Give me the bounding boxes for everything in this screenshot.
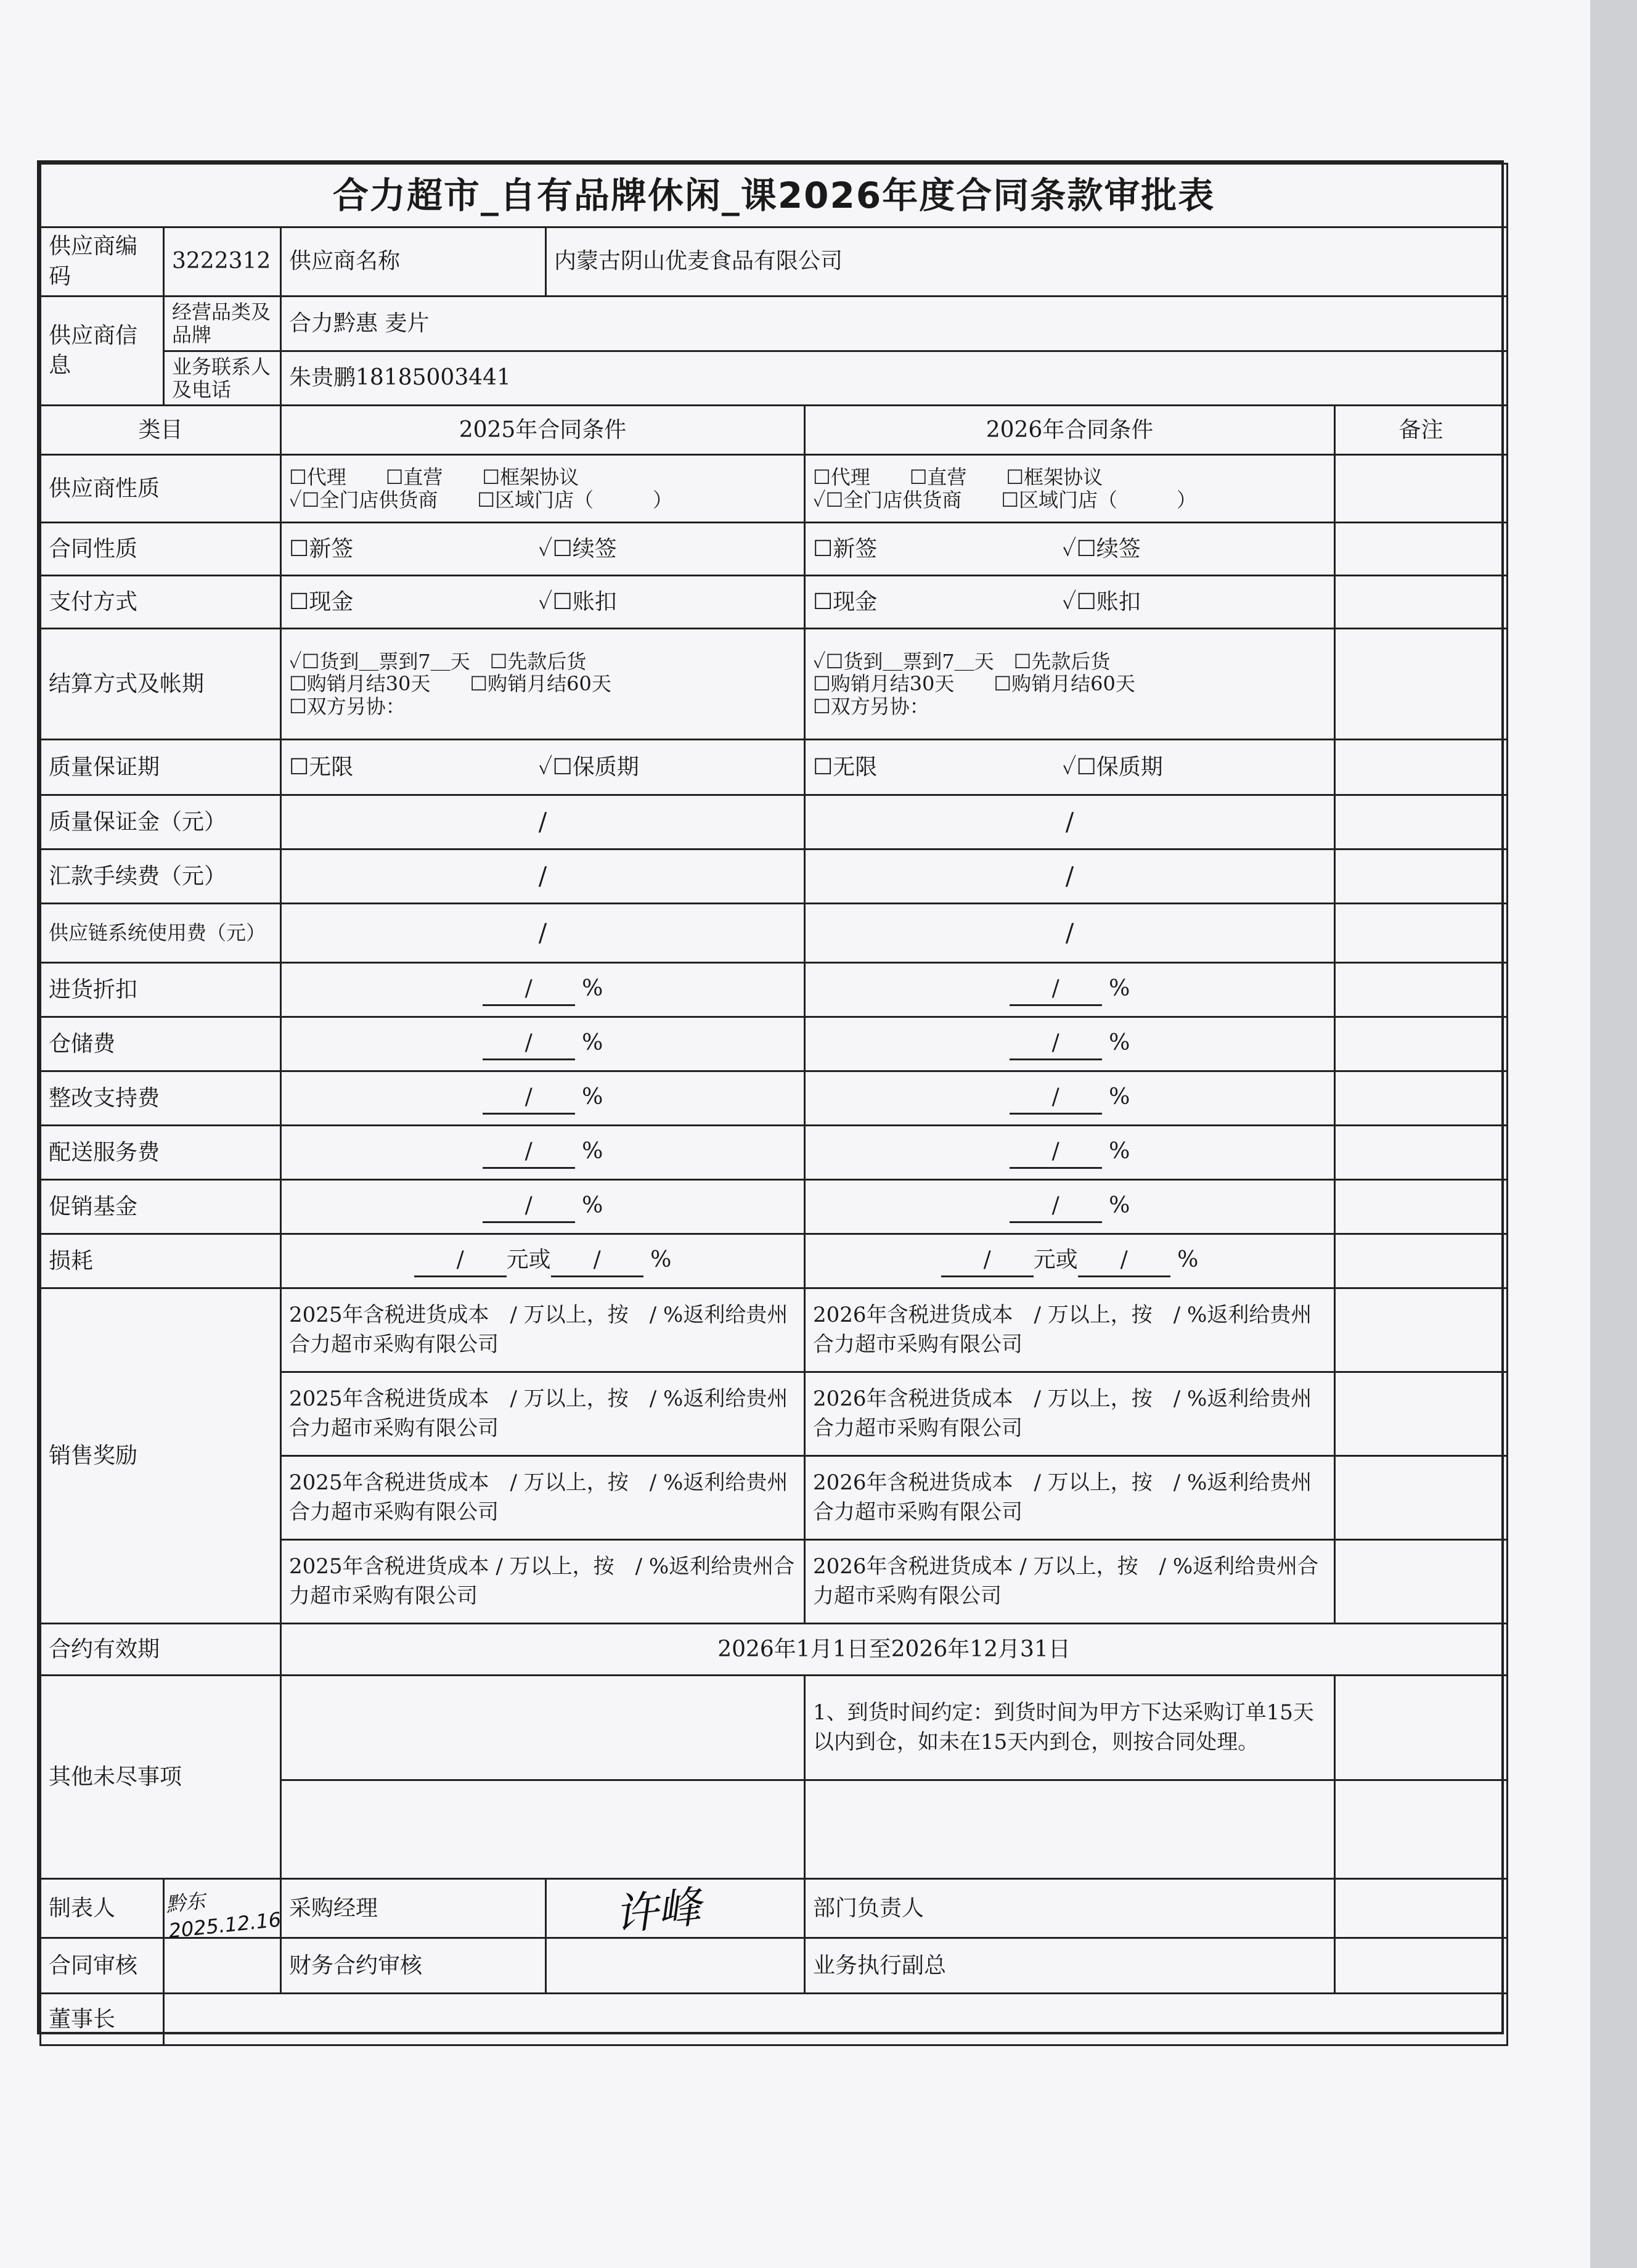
reward-remarks-3 xyxy=(1335,1456,1508,1540)
pct-unit: % xyxy=(582,1030,603,1056)
reward-2026-row1: 2026年含税进货成本 / 万以上，按 / %返利给贵州合力超市采购有限公司 xyxy=(805,1288,1335,1372)
reward-remarks-2 xyxy=(1335,1372,1508,1456)
reward-2026-row2: 2026年含税进货成本 / 万以上，按 / %返利给贵州合力超市采购有限公司 xyxy=(805,1372,1335,1456)
fee-system-2026: / xyxy=(805,904,1335,963)
supplier-info-label: 供应商信息 xyxy=(41,297,164,406)
validity-label: 合约有效期 xyxy=(41,1624,281,1676)
category-brand-value: 合力黔惠 麦片 xyxy=(281,297,1508,351)
contact-label: 业务联系人及电话 xyxy=(164,351,281,406)
pct-label-rectification: 整改支持费 xyxy=(41,1071,281,1126)
loss-unit: % xyxy=(1177,1247,1199,1273)
contact-value: 朱贵鹏18185003441 xyxy=(281,351,1508,406)
category-header: 类目 xyxy=(41,406,281,455)
fee-label-system: 供应链系统使用费（元） xyxy=(41,904,281,963)
pct-discount-2026: / xyxy=(1010,974,1102,1006)
supplier-code-value: 3222312 xyxy=(164,227,281,297)
other-note: 1、到货时间约定：到货时间为甲方下达采购订单15天以内到仓，如未在15天内到仓，则按合同处理。 xyxy=(805,1676,1335,1780)
payment-2025-cash[interactable]: ☐现金 xyxy=(289,589,354,615)
pct-promotion-2026: / xyxy=(1010,1191,1102,1223)
pct-rectification-2026: / xyxy=(1010,1083,1102,1115)
reward-2025-row1: 2025年含税进货成本 / 万以上，按 / %返利给贵州合力超市采购有限公司 xyxy=(281,1288,805,1372)
pct-unit: % xyxy=(1109,1030,1130,1056)
other-2025-cell-2 xyxy=(281,1780,805,1879)
purchasing-signature: 许峰 xyxy=(612,1881,703,1941)
nature-2025-line2[interactable]: ✓☐全门店供货商 ☐区域门店（ ） xyxy=(289,488,673,512)
supplier-code-label: 供应商编码 xyxy=(41,227,164,297)
settlement-2025-line2[interactable]: ☐购销月结30天 ☐购销月结60天 xyxy=(289,672,611,696)
vp-sign xyxy=(1335,1938,1508,1994)
payment-2026-debit[interactable]: ✓☐账扣 xyxy=(1062,589,1141,615)
other-remarks-2 xyxy=(1335,1780,1508,1879)
supplier-nature-label: 供应商性质 xyxy=(41,455,281,523)
finance-review-sign xyxy=(546,1938,805,1994)
other-2026-cell-2 xyxy=(805,1780,1335,1879)
fee-system-remarks xyxy=(1335,904,1508,963)
pct-rectification-remarks xyxy=(1335,1071,1508,1126)
loss-remarks xyxy=(1335,1234,1508,1288)
pct-discount-2025: / xyxy=(483,974,575,1006)
warranty-remarks xyxy=(1335,740,1508,795)
form-title: 合力超市_自有品牌休闲_课2026年度合同条款审批表 xyxy=(41,164,1508,227)
fee-remittance-remarks xyxy=(1335,849,1508,904)
nature-remarks xyxy=(1335,455,1508,523)
nature-2025-line1[interactable]: ☐代理 ☐直营 ☐框架协议 xyxy=(289,465,579,489)
warranty-label: 质量保证期 xyxy=(41,740,281,795)
reward-2026-row4: 2026年含税进货成本 / 万以上，按 / %返利给贵州合力超市采购有限公司 xyxy=(805,1540,1335,1624)
contract-2026-renew[interactable]: ✓☐续签 xyxy=(1062,536,1141,562)
form-table xyxy=(39,163,1508,2046)
header-2025: 2025年合同条件 xyxy=(281,406,805,455)
reward-2025-row2: 2025年含税进货成本 / 万以上，按 / %返利给贵州合力超市采购有限公司 xyxy=(281,1372,805,1456)
fee-label-deposit: 质量保证金（元） xyxy=(41,795,281,849)
contract-2025-new[interactable]: ☐新签 xyxy=(289,536,354,562)
pct-unit: % xyxy=(582,1193,603,1219)
reward-remarks-1 xyxy=(1335,1288,1508,1372)
payment-2026-cash[interactable]: ☐现金 xyxy=(813,589,878,615)
pct-unit: % xyxy=(1109,1084,1130,1110)
warranty-2026-unlimited[interactable]: ☐无限 xyxy=(813,754,878,780)
pct-rectification-2025: / xyxy=(483,1083,575,1115)
pct-delivery-2025: / xyxy=(483,1137,575,1169)
settlement-2026-line3[interactable]: ☐双方另协： xyxy=(813,695,929,719)
contract-2026-new[interactable]: ☐新签 xyxy=(813,536,878,562)
pct-unit: % xyxy=(1109,1139,1130,1165)
loss-2025-pct: / xyxy=(551,1245,643,1277)
nature-2026-line1[interactable]: ☐代理 ☐直营 ☐框架协议 xyxy=(813,465,1103,489)
other-matters-label: 其他未尽事项 xyxy=(41,1676,281,1879)
reward-2025-row4: 2025年含税进货成本 / 万以上，按 / %返利给贵州合力超市采购有限公司 xyxy=(281,1540,805,1624)
reward-remarks-4 xyxy=(1335,1540,1508,1624)
supplier-name-label: 供应商名称 xyxy=(281,227,546,297)
contract-review-sign xyxy=(164,1938,281,1994)
settlement-remarks xyxy=(1335,629,1508,740)
pct-label-delivery: 配送服务费 xyxy=(41,1126,281,1180)
payment-remarks xyxy=(1335,576,1508,629)
contract-remarks xyxy=(1335,523,1508,576)
contract-2025-renew[interactable]: ✓☐续签 xyxy=(538,536,617,562)
other-2025-cell xyxy=(281,1676,805,1780)
reward-2025-row3: 2025年含税进货成本 / 万以上，按 / %返利给贵州合力超市采购有限公司 xyxy=(281,1456,805,1540)
pct-label-promotion: 促销基金 xyxy=(41,1180,281,1234)
pct-unit: % xyxy=(1109,1193,1130,1219)
payment-2025-debit[interactable]: ✓☐账扣 xyxy=(538,589,617,615)
pct-delivery-2026: / xyxy=(1010,1137,1102,1169)
supplier-name-value: 内蒙古阴山优麦食品有限公司 xyxy=(546,227,1508,297)
maker-signature-cell xyxy=(164,1879,282,1943)
approval-form xyxy=(37,160,1504,2034)
pct-unit: % xyxy=(582,976,603,1002)
dept-head-label: 部门负责人 xyxy=(805,1879,1335,1938)
pct-storage-remarks xyxy=(1335,1017,1508,1071)
pct-label-discount: 进货折扣 xyxy=(41,963,281,1017)
fee-system-2025: / xyxy=(281,904,805,963)
reward-2026-row3: 2026年含税进货成本 / 万以上，按 / %返利给贵州合力超市采购有限公司 xyxy=(805,1456,1335,1540)
pct-label-storage: 仓储费 xyxy=(41,1017,281,1071)
pct-promotion-remarks xyxy=(1335,1180,1508,1234)
validity-value: 2026年1月1日至2026年12月31日 xyxy=(281,1624,1508,1676)
settlement-2026-line2[interactable]: ☐购销月结30天 ☐购销月结60天 xyxy=(813,672,1135,696)
loss-2026-yuan: / xyxy=(941,1245,1034,1277)
sales-reward-label: 销售奖励 xyxy=(41,1288,281,1624)
warranty-2025-unlimited[interactable]: ☐无限 xyxy=(289,754,354,780)
loss-label: 损耗 xyxy=(41,1234,281,1288)
loss-2025-yuan: / xyxy=(414,1245,507,1277)
loss-yuan-or: 元或 xyxy=(506,1247,551,1273)
pct-unit: % xyxy=(582,1139,603,1165)
header-2026: 2026年合同条件 xyxy=(805,406,1335,455)
remarks-header: 备注 xyxy=(1335,406,1508,455)
pct-unit: % xyxy=(582,1084,603,1110)
warranty-2026-shelf[interactable]: ✓☐保质期 xyxy=(1062,754,1163,780)
settlement-2025-line1[interactable]: ✓☐货到＿票到7＿天 ☐先款后货 xyxy=(289,649,587,673)
purchasing-signature-cell xyxy=(546,1879,805,1941)
settlement-label: 结算方式及帐期 xyxy=(41,629,281,740)
fee-deposit-remarks xyxy=(1335,795,1508,849)
vp-label: 业务执行副总 xyxy=(805,1938,1335,1994)
fee-deposit-2026: / xyxy=(805,795,1335,849)
contract-nature-label: 合同性质 xyxy=(41,523,281,576)
settlement-2026-line1[interactable]: ✓☐货到＿票到7＿天 ☐先款后货 xyxy=(813,649,1111,673)
maker-signature: 黔东 2025.12.16 xyxy=(165,1889,282,1943)
contract-review-label: 合同审核 xyxy=(41,1938,164,1994)
fee-remittance-2025: / xyxy=(281,849,805,904)
chairman-sign xyxy=(164,1994,1508,2045)
pct-unit: % xyxy=(1109,976,1130,1002)
pct-discount-remarks xyxy=(1335,963,1508,1017)
other-remarks xyxy=(1335,1676,1508,1780)
settlement-2025-line3[interactable]: ☐双方另协： xyxy=(289,695,406,719)
maker-label: 制表人 xyxy=(41,1879,164,1938)
nature-2026-line2[interactable]: ✓☐全门店供货商 ☐区域门店（ ） xyxy=(813,488,1197,512)
category-brand-label: 经营品类及品牌 xyxy=(164,297,281,351)
loss-unit: % xyxy=(650,1247,672,1273)
chairman-label: 董事长 xyxy=(41,1994,164,2045)
pct-promotion-2025: / xyxy=(483,1191,575,1223)
dept-head-sign xyxy=(1335,1879,1508,1938)
fee-deposit-2025: / xyxy=(281,795,805,849)
warranty-2025-shelf[interactable]: ✓☐保质期 xyxy=(538,754,639,780)
fee-label-remittance: 汇款手续费（元） xyxy=(41,849,281,904)
pct-storage-2026: / xyxy=(1010,1028,1102,1060)
payment-label: 支付方式 xyxy=(41,576,281,629)
pct-storage-2025: / xyxy=(483,1028,575,1060)
fee-remittance-2026: / xyxy=(805,849,1335,904)
loss-2026-pct: / xyxy=(1078,1245,1170,1277)
pct-delivery-remarks xyxy=(1335,1126,1508,1180)
loss-yuan-or: 元或 xyxy=(1033,1247,1078,1273)
purchasing-mgr-label: 采购经理 xyxy=(281,1879,546,1938)
finance-review-label: 财务合约审核 xyxy=(281,1938,546,1994)
